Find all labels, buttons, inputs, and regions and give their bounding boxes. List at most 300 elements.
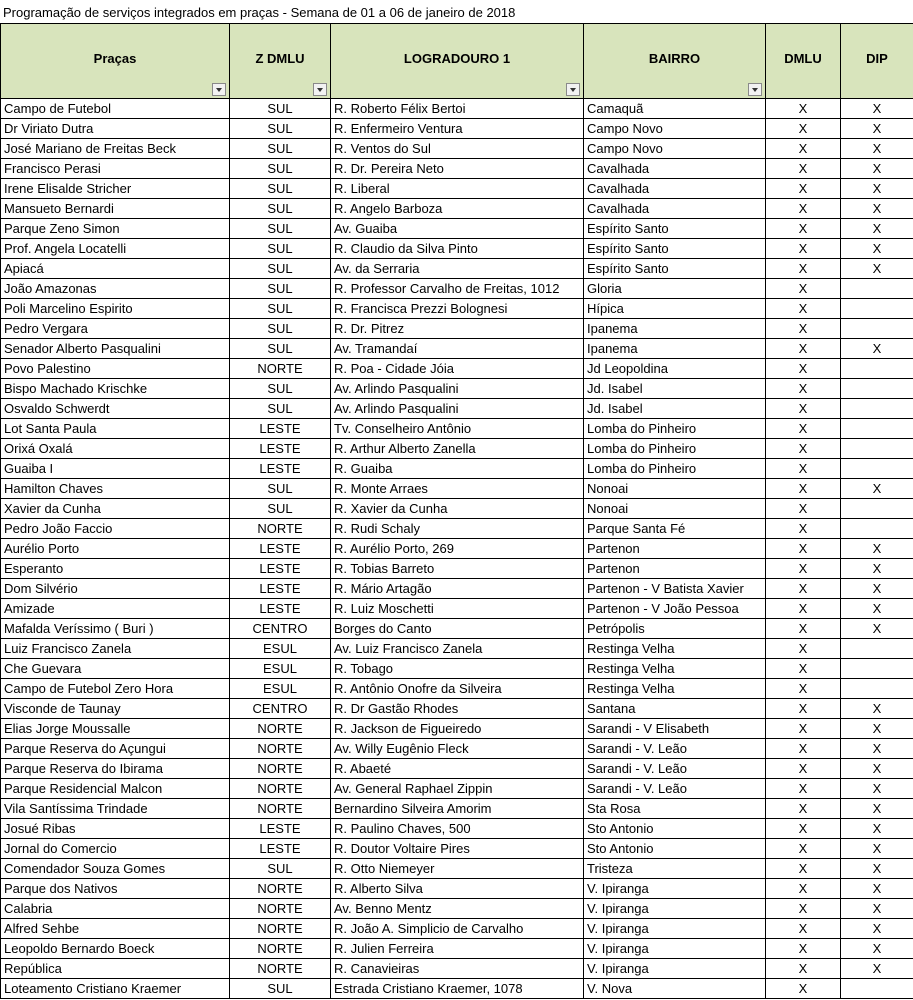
cell-logradouro[interactable]: Bernardino Silveira Amorim [331, 799, 584, 819]
cell-praca[interactable]: Senador Alberto Pasqualini [1, 339, 230, 359]
cell-bairro[interactable]: Nonoai [584, 479, 766, 499]
cell-dmlu[interactable]: X [766, 739, 841, 759]
cell-bairro[interactable]: Camaquã [584, 99, 766, 119]
cell-zona[interactable]: SUL [230, 479, 331, 499]
cell-dmlu[interactable]: X [766, 479, 841, 499]
cell-dmlu[interactable]: X [766, 699, 841, 719]
cell-logradouro[interactable]: R. Abaeté [331, 759, 584, 779]
col-header-dmlu [766, 24, 841, 99]
cell-dmlu[interactable]: X [766, 279, 841, 299]
cell-dmlu[interactable]: X [766, 379, 841, 399]
table-row [1, 839, 913, 859]
table-row [1, 339, 913, 359]
cell-bairro[interactable]: Sarandi - V. Leão [584, 779, 766, 799]
cell-bairro[interactable]: Partenon - V João Pessoa [584, 599, 766, 619]
cell-bairro[interactable]: Ipanema [584, 339, 766, 359]
cell-logradouro[interactable]: Av. Luiz Francisco Zanela [331, 639, 584, 659]
cell-zona[interactable]: SUL [230, 319, 331, 339]
cell-dmlu[interactable]: X [766, 99, 841, 119]
cell-bairro[interactable]: Lomba do Pinheiro [584, 439, 766, 459]
cell-praca[interactable]: Guaiba I [1, 459, 230, 479]
cell-bairro[interactable]: Petrópolis [584, 619, 766, 639]
cell-bairro[interactable]: Partenon - V Batista Xavier [584, 579, 766, 599]
cell-logradouro[interactable]: Av. Willy Eugênio Fleck [331, 739, 584, 759]
cell-logradouro[interactable]: Av. General Raphael Zippin [331, 779, 584, 799]
cell-dmlu[interactable]: X [766, 919, 841, 939]
cell-dip[interactable]: X [841, 839, 913, 859]
cell-logradouro[interactable]: R. Enfermeiro Ventura [331, 119, 584, 139]
cell-praca[interactable]: Calabria [1, 899, 230, 919]
cell-bairro[interactable]: Lomba do Pinheiro [584, 459, 766, 479]
cell-dip[interactable]: X [841, 559, 913, 579]
cell-bairro[interactable]: Sta Rosa [584, 799, 766, 819]
cell-zona[interactable]: SUL [230, 279, 331, 299]
table-row [1, 279, 913, 299]
cell-zona[interactable]: SUL [230, 219, 331, 239]
cell-dmlu[interactable]: X [766, 499, 841, 519]
cell-logradouro[interactable]: R. Poa - Cidade Jóia [331, 359, 584, 379]
cell-dip[interactable]: X [841, 599, 913, 619]
cell-dip[interactable]: X [841, 119, 913, 139]
cell-zona[interactable]: NORTE [230, 719, 331, 739]
cell-praca[interactable]: Leopoldo Bernardo Boeck [1, 939, 230, 959]
cell-dip[interactable]: X [841, 219, 913, 239]
cell-bairro[interactable]: Partenon [584, 539, 766, 559]
cell-zona[interactable]: NORTE [230, 899, 331, 919]
cell-bairro[interactable]: Santana [584, 699, 766, 719]
cell-dmlu[interactable]: X [766, 759, 841, 779]
cell-praca[interactable]: República [1, 959, 230, 979]
cell-dmlu[interactable]: X [766, 639, 841, 659]
cell-logradouro[interactable]: R. Paulino Chaves, 500 [331, 819, 584, 839]
cell-bairro[interactable]: Sto Antonio [584, 819, 766, 839]
cell-dmlu[interactable]: X [766, 659, 841, 679]
cell-praca[interactable]: Lot Santa Paula [1, 419, 230, 439]
cell-praca[interactable]: Dr Viriato Dutra [1, 119, 230, 139]
cell-praca[interactable]: Poli Marcelino Espirito [1, 299, 230, 319]
cell-bairro[interactable]: Restinga Velha [584, 659, 766, 679]
cell-praca[interactable]: Prof. Angela Locatelli [1, 239, 230, 259]
table-row [1, 799, 913, 819]
cell-logradouro[interactable]: R. Francisca Prezzi Bolognesi [331, 299, 584, 319]
cell-praca[interactable]: Mafalda Veríssimo ( Buri ) [1, 619, 230, 639]
cell-dmlu[interactable]: X [766, 679, 841, 699]
cell-dmlu[interactable]: X [766, 559, 841, 579]
cell-dip[interactable] [841, 279, 913, 299]
table-row [1, 199, 913, 219]
cell-dmlu[interactable]: X [766, 239, 841, 259]
cell-praca[interactable]: Povo Palestino [1, 359, 230, 379]
cell-praca[interactable]: Vila Santíssima Trindade [1, 799, 230, 819]
cell-logradouro[interactable]: R. Dr Gastão Rhodes [331, 699, 584, 719]
cell-dmlu[interactable]: X [766, 439, 841, 459]
cell-praca[interactable]: Alfred Sehbe [1, 919, 230, 939]
cell-dip[interactable]: X [841, 859, 913, 879]
cell-zona[interactable]: SUL [230, 239, 331, 259]
cell-logradouro[interactable]: R. Angelo Barboza [331, 199, 584, 219]
cell-logradouro[interactable]: R. Luiz Moschetti [331, 599, 584, 619]
cell-logradouro[interactable]: Av. Arlindo Pasqualini [331, 399, 584, 419]
cell-zona[interactable]: SUL [230, 399, 331, 419]
cell-zona[interactable]: CENTRO [230, 699, 331, 719]
cell-zona[interactable]: NORTE [230, 939, 331, 959]
cell-dmlu[interactable]: X [766, 799, 841, 819]
table-row [1, 239, 913, 259]
cell-dip[interactable]: X [841, 819, 913, 839]
cell-dmlu[interactable]: X [766, 599, 841, 619]
cell-bairro[interactable]: Restinga Velha [584, 639, 766, 659]
cell-praca[interactable]: Che Guevara [1, 659, 230, 679]
cell-logradouro[interactable]: R. Monte Arraes [331, 479, 584, 499]
cell-bairro[interactable]: Parque Santa Fé [584, 519, 766, 539]
cell-bairro[interactable]: Tristeza [584, 859, 766, 879]
cell-zona[interactable]: LESTE [230, 459, 331, 479]
cell-zona[interactable]: SUL [230, 259, 331, 279]
table-row [1, 699, 913, 719]
cell-logradouro[interactable]: Av. da Serraria [331, 259, 584, 279]
filter-dropdown-icon[interactable] [313, 83, 327, 96]
cell-dip[interactable] [841, 499, 913, 519]
table-row [1, 379, 913, 399]
cell-dmlu[interactable]: X [766, 399, 841, 419]
col-header-pracas [1, 24, 230, 99]
cell-bairro[interactable]: Campo Novo [584, 119, 766, 139]
cell-dmlu[interactable]: X [766, 419, 841, 439]
table-row [1, 939, 913, 959]
cell-dip[interactable]: X [841, 99, 913, 119]
cell-bairro[interactable]: Sto Antonio [584, 839, 766, 859]
cell-dmlu[interactable]: X [766, 719, 841, 739]
cell-zona[interactable]: NORTE [230, 959, 331, 979]
cell-praca[interactable]: Amizade [1, 599, 230, 619]
cell-bairro[interactable]: Restinga Velha [584, 679, 766, 699]
cell-zona[interactable]: LESTE [230, 419, 331, 439]
cell-dip[interactable] [841, 359, 913, 379]
cell-dip[interactable]: X [841, 919, 913, 939]
cell-dmlu[interactable]: X [766, 219, 841, 239]
cell-zona[interactable]: SUL [230, 979, 331, 999]
cell-zona[interactable]: LESTE [230, 579, 331, 599]
cell-bairro[interactable]: Sarandi - V Elisabeth [584, 719, 766, 739]
cell-dmlu[interactable]: X [766, 819, 841, 839]
cell-zona[interactable]: SUL [230, 379, 331, 399]
cell-dmlu[interactable]: X [766, 839, 841, 859]
cell-zona[interactable]: NORTE [230, 759, 331, 779]
cell-logradouro[interactable]: R. Mário Artagão [331, 579, 584, 599]
cell-praca[interactable]: Visconde de Taunay [1, 699, 230, 719]
cell-praca[interactable]: Xavier da Cunha [1, 499, 230, 519]
cell-dip[interactable]: X [841, 799, 913, 819]
cell-praca[interactable]: Mansueto Bernardi [1, 199, 230, 219]
cell-dip[interactable]: X [841, 719, 913, 739]
cell-logradouro[interactable]: R. Liberal [331, 179, 584, 199]
cell-zona[interactable]: SUL [230, 179, 331, 199]
cell-logradouro[interactable]: R. Antônio Onofre da Silveira [331, 679, 584, 699]
cell-dmlu[interactable]: X [766, 159, 841, 179]
table-row [1, 759, 913, 779]
cell-zona[interactable]: CENTRO [230, 619, 331, 639]
cell-dip[interactable] [841, 379, 913, 399]
cell-dip[interactable]: X [841, 759, 913, 779]
cell-logradouro[interactable]: Av. Benno Mentz [331, 899, 584, 919]
cell-logradouro[interactable]: R. Professor Carvalho de Freitas, 1012 [331, 279, 584, 299]
cell-logradouro[interactable]: R. Doutor Voltaire Pires [331, 839, 584, 859]
cell-praca[interactable]: Loteamento Cristiano Kraemer [1, 979, 230, 999]
cell-praca[interactable]: Elias Jorge Moussalle [1, 719, 230, 739]
cell-dip[interactable]: X [841, 239, 913, 259]
cell-dip[interactable]: X [841, 779, 913, 799]
cell-bairro[interactable]: Jd. Isabel [584, 399, 766, 419]
cell-praca[interactable]: Osvaldo Schwerdt [1, 399, 230, 419]
cell-praca[interactable]: Parque Reserva do Açungui [1, 739, 230, 759]
cell-logradouro[interactable]: R. Jackson de Figueiredo [331, 719, 584, 739]
cell-dmlu[interactable]: X [766, 779, 841, 799]
cell-praca[interactable]: Luiz Francisco Zanela [1, 639, 230, 659]
cell-praca[interactable]: Apiacá [1, 259, 230, 279]
cell-dmlu[interactable]: X [766, 299, 841, 319]
cell-dmlu[interactable]: X [766, 359, 841, 379]
cell-dip[interactable]: X [841, 939, 913, 959]
cell-praca[interactable]: Hamilton Chaves [1, 479, 230, 499]
cell-dip[interactable]: X [841, 699, 913, 719]
cell-praca[interactable]: Esperanto [1, 559, 230, 579]
cell-zona[interactable]: SUL [230, 299, 331, 319]
table-row [1, 459, 913, 479]
cell-bairro[interactable]: Espírito Santo [584, 259, 766, 279]
filter-dropdown-icon[interactable] [212, 83, 226, 96]
table-row [1, 719, 913, 739]
cell-logradouro[interactable]: R. Ventos do Sul [331, 139, 584, 159]
cell-zona[interactable]: LESTE [230, 559, 331, 579]
cell-zona[interactable]: NORTE [230, 519, 331, 539]
cell-praca[interactable]: Parque dos Nativos [1, 879, 230, 899]
cell-bairro[interactable]: V. Ipiranga [584, 919, 766, 939]
cell-zona[interactable]: NORTE [230, 359, 331, 379]
cell-praca[interactable]: José Mariano de Freitas Beck [1, 139, 230, 159]
cell-zona[interactable]: SUL [230, 159, 331, 179]
cell-dmlu[interactable]: X [766, 939, 841, 959]
cell-bairro[interactable]: Espírito Santo [584, 239, 766, 259]
cell-dip[interactable] [841, 679, 913, 699]
table-row [1, 159, 913, 179]
cell-dmlu[interactable]: X [766, 959, 841, 979]
cell-dip[interactable] [841, 519, 913, 539]
cell-bairro[interactable]: Jd. Isabel [584, 379, 766, 399]
cell-zona[interactable]: SUL [230, 199, 331, 219]
cell-zona[interactable]: LESTE [230, 599, 331, 619]
cell-dmlu[interactable]: X [766, 579, 841, 599]
cell-bairro[interactable]: V. Ipiranga [584, 879, 766, 899]
cell-praca[interactable]: Pedro Vergara [1, 319, 230, 339]
cell-bairro[interactable]: Sarandi - V. Leão [584, 759, 766, 779]
cell-logradouro[interactable]: R. Guaiba [331, 459, 584, 479]
cell-bairro[interactable]: Lomba do Pinheiro [584, 419, 766, 439]
cell-praca[interactable]: Josué Ribas [1, 819, 230, 839]
cell-dmlu[interactable]: X [766, 259, 841, 279]
cell-praca[interactable]: Irene Elisalde Stricher [1, 179, 230, 199]
cell-logradouro[interactable]: R. Roberto Félix Bertoi [331, 99, 584, 119]
cell-zona[interactable]: LESTE [230, 439, 331, 459]
cell-bairro[interactable]: V. Ipiranga [584, 939, 766, 959]
cell-logradouro[interactable]: Estrada Cristiano Kraemer, 1078 [331, 979, 584, 999]
cell-logradouro[interactable]: R. Claudio da Silva Pinto [331, 239, 584, 259]
cell-dip[interactable]: X [841, 479, 913, 499]
cell-zona[interactable]: NORTE [230, 739, 331, 759]
cell-zona[interactable]: LESTE [230, 839, 331, 859]
cell-bairro[interactable]: Sarandi - V. Leão [584, 739, 766, 759]
cell-dmlu[interactable]: X [766, 879, 841, 899]
cell-logradouro[interactable]: R. Dr. Pereira Neto [331, 159, 584, 179]
cell-logradouro[interactable]: R. João A. Simplicio de Carvalho [331, 919, 584, 939]
cell-zona[interactable]: LESTE [230, 819, 331, 839]
cell-praca[interactable]: Dom Silvério [1, 579, 230, 599]
cell-dip[interactable] [841, 399, 913, 419]
cell-praca[interactable]: Campo de Futebol [1, 99, 230, 119]
cell-bairro[interactable]: Partenon [584, 559, 766, 579]
cell-praca[interactable]: Parque Residencial Malcon [1, 779, 230, 799]
cell-zona[interactable]: ESUL [230, 659, 331, 679]
cell-praca[interactable]: João Amazonas [1, 279, 230, 299]
cell-logradouro[interactable]: R. Alberto Silva [331, 879, 584, 899]
cell-logradouro[interactable]: R. Rudi Schaly [331, 519, 584, 539]
cell-bairro[interactable]: Hípica [584, 299, 766, 319]
cell-dip[interactable]: X [841, 959, 913, 979]
cell-praca[interactable]: Bispo Machado Krischke [1, 379, 230, 399]
cell-bairro[interactable]: V. Ipiranga [584, 959, 766, 979]
cell-bairro[interactable]: V. Ipiranga [584, 899, 766, 919]
cell-logradouro[interactable]: R. Aurélio Porto, 269 [331, 539, 584, 559]
cell-bairro[interactable]: Cavalhada [584, 199, 766, 219]
cell-dip[interactable]: X [841, 619, 913, 639]
cell-praca[interactable]: Campo de Futebol Zero Hora [1, 679, 230, 699]
table-row [1, 219, 913, 239]
filter-dropdown-icon[interactable] [748, 83, 762, 96]
table-row [1, 859, 913, 879]
cell-bairro[interactable]: Jd Leopoldina [584, 359, 766, 379]
cell-dip[interactable] [841, 319, 913, 339]
cell-bairro[interactable]: Espírito Santo [584, 219, 766, 239]
cell-dip[interactable] [841, 639, 913, 659]
cell-bairro[interactable]: Ipanema [584, 319, 766, 339]
cell-dip[interactable]: X [841, 259, 913, 279]
cell-zona[interactable]: LESTE [230, 539, 331, 559]
cell-zona[interactable]: SUL [230, 339, 331, 359]
cell-praca[interactable]: Parque Reserva do Ibirama [1, 759, 230, 779]
cell-dmlu[interactable]: X [766, 339, 841, 359]
cell-bairro[interactable]: Cavalhada [584, 179, 766, 199]
cell-zona[interactable]: SUL [230, 499, 331, 519]
cell-bairro[interactable]: Campo Novo [584, 139, 766, 159]
filter-dropdown-icon[interactable] [566, 83, 580, 96]
cell-dmlu[interactable]: X [766, 119, 841, 139]
cell-logradouro[interactable]: Tv. Conselheiro Antônio [331, 419, 584, 439]
cell-zona[interactable]: NORTE [230, 779, 331, 799]
cell-dip[interactable] [841, 439, 913, 459]
cell-dip[interactable]: X [841, 899, 913, 919]
cell-praca[interactable]: Pedro João Faccio [1, 519, 230, 539]
cell-zona[interactable]: SUL [230, 139, 331, 159]
cell-dip[interactable] [841, 459, 913, 479]
cell-dip[interactable]: X [841, 739, 913, 759]
cell-dip[interactable] [841, 979, 913, 999]
cell-praca[interactable]: Aurélio Porto [1, 539, 230, 559]
cell-dip[interactable]: X [841, 139, 913, 159]
cell-zona[interactable]: NORTE [230, 799, 331, 819]
cell-logradouro[interactable]: R. Dr. Pitrez [331, 319, 584, 339]
table-row [1, 679, 913, 699]
cell-bairro[interactable]: V. Nova [584, 979, 766, 999]
cell-praca[interactable]: Orixá Oxalá [1, 439, 230, 459]
cell-praca[interactable]: Parque Zeno Simon [1, 219, 230, 239]
cell-logradouro[interactable]: R. Tobias Barreto [331, 559, 584, 579]
cell-dip[interactable] [841, 419, 913, 439]
cell-zona[interactable]: NORTE [230, 879, 331, 899]
sheet-title: Programação de serviços integrados em praças - Semana de 01 a 06 de janeiro de 2018 [3, 5, 516, 20]
cell-dmlu[interactable]: X [766, 319, 841, 339]
cell-dip[interactable]: X [841, 339, 913, 359]
cell-praca[interactable]: Francisco Perasi [1, 159, 230, 179]
cell-dmlu[interactable]: X [766, 179, 841, 199]
cell-bairro[interactable]: Nonoai [584, 499, 766, 519]
col-header-label: Z DMLU [255, 50, 305, 66]
cell-dip[interactable] [841, 299, 913, 319]
cell-dip[interactable]: X [841, 179, 913, 199]
col-header-label: BAIRRO [648, 50, 701, 66]
cell-zona[interactable]: SUL [230, 859, 331, 879]
cell-zona[interactable]: ESUL [230, 639, 331, 659]
cell-dmlu[interactable]: X [766, 519, 841, 539]
cell-dmlu[interactable]: X [766, 539, 841, 559]
cell-dip[interactable]: X [841, 879, 913, 899]
cell-zona[interactable]: SUL [230, 119, 331, 139]
cell-logradouro[interactable]: Av. Tramandaí [331, 339, 584, 359]
col-header-label: Praças [93, 50, 137, 66]
cell-dmlu[interactable]: X [766, 459, 841, 479]
cell-dmlu[interactable]: X [766, 619, 841, 639]
cell-dmlu[interactable]: X [766, 899, 841, 919]
cell-dip[interactable]: X [841, 199, 913, 219]
cell-dip[interactable] [841, 659, 913, 679]
cell-dip[interactable]: X [841, 539, 913, 559]
table-row [1, 619, 913, 639]
cell-praca[interactable]: Jornal do Comercio [1, 839, 230, 859]
col-header-label: LOGRADOURO 1 [403, 50, 511, 66]
cell-logradouro[interactable]: R. Tobago [331, 659, 584, 679]
cell-logradouro[interactable]: R. Otto Niemeyer [331, 859, 584, 879]
cell-logradouro[interactable]: Av. Guaiba [331, 219, 584, 239]
cell-logradouro[interactable]: Av. Arlindo Pasqualini [331, 379, 584, 399]
cell-logradouro[interactable]: R. Arthur Alberto Zanella [331, 439, 584, 459]
cell-logradouro[interactable]: R. Xavier da Cunha [331, 499, 584, 519]
cell-bairro[interactable]: Gloria [584, 279, 766, 299]
cell-zona[interactable]: SUL [230, 99, 331, 119]
table-row [1, 519, 913, 539]
cell-dip[interactable]: X [841, 579, 913, 599]
cell-bairro[interactable]: Cavalhada [584, 159, 766, 179]
cell-zona[interactable]: NORTE [230, 919, 331, 939]
cell-logradouro[interactable]: R. Julien Ferreira [331, 939, 584, 959]
cell-dmlu[interactable]: X [766, 979, 841, 999]
cell-logradouro[interactable]: R. Canavieiras [331, 959, 584, 979]
cell-dip[interactable]: X [841, 159, 913, 179]
cell-dmlu[interactable]: X [766, 859, 841, 879]
cell-logradouro[interactable]: Borges do Canto [331, 619, 584, 639]
cell-zona[interactable]: ESUL [230, 679, 331, 699]
cell-dmlu[interactable]: X [766, 199, 841, 219]
cell-dmlu[interactable]: X [766, 139, 841, 159]
cell-praca[interactable]: Comendador Souza Gomes [1, 859, 230, 879]
table-row [1, 819, 913, 839]
